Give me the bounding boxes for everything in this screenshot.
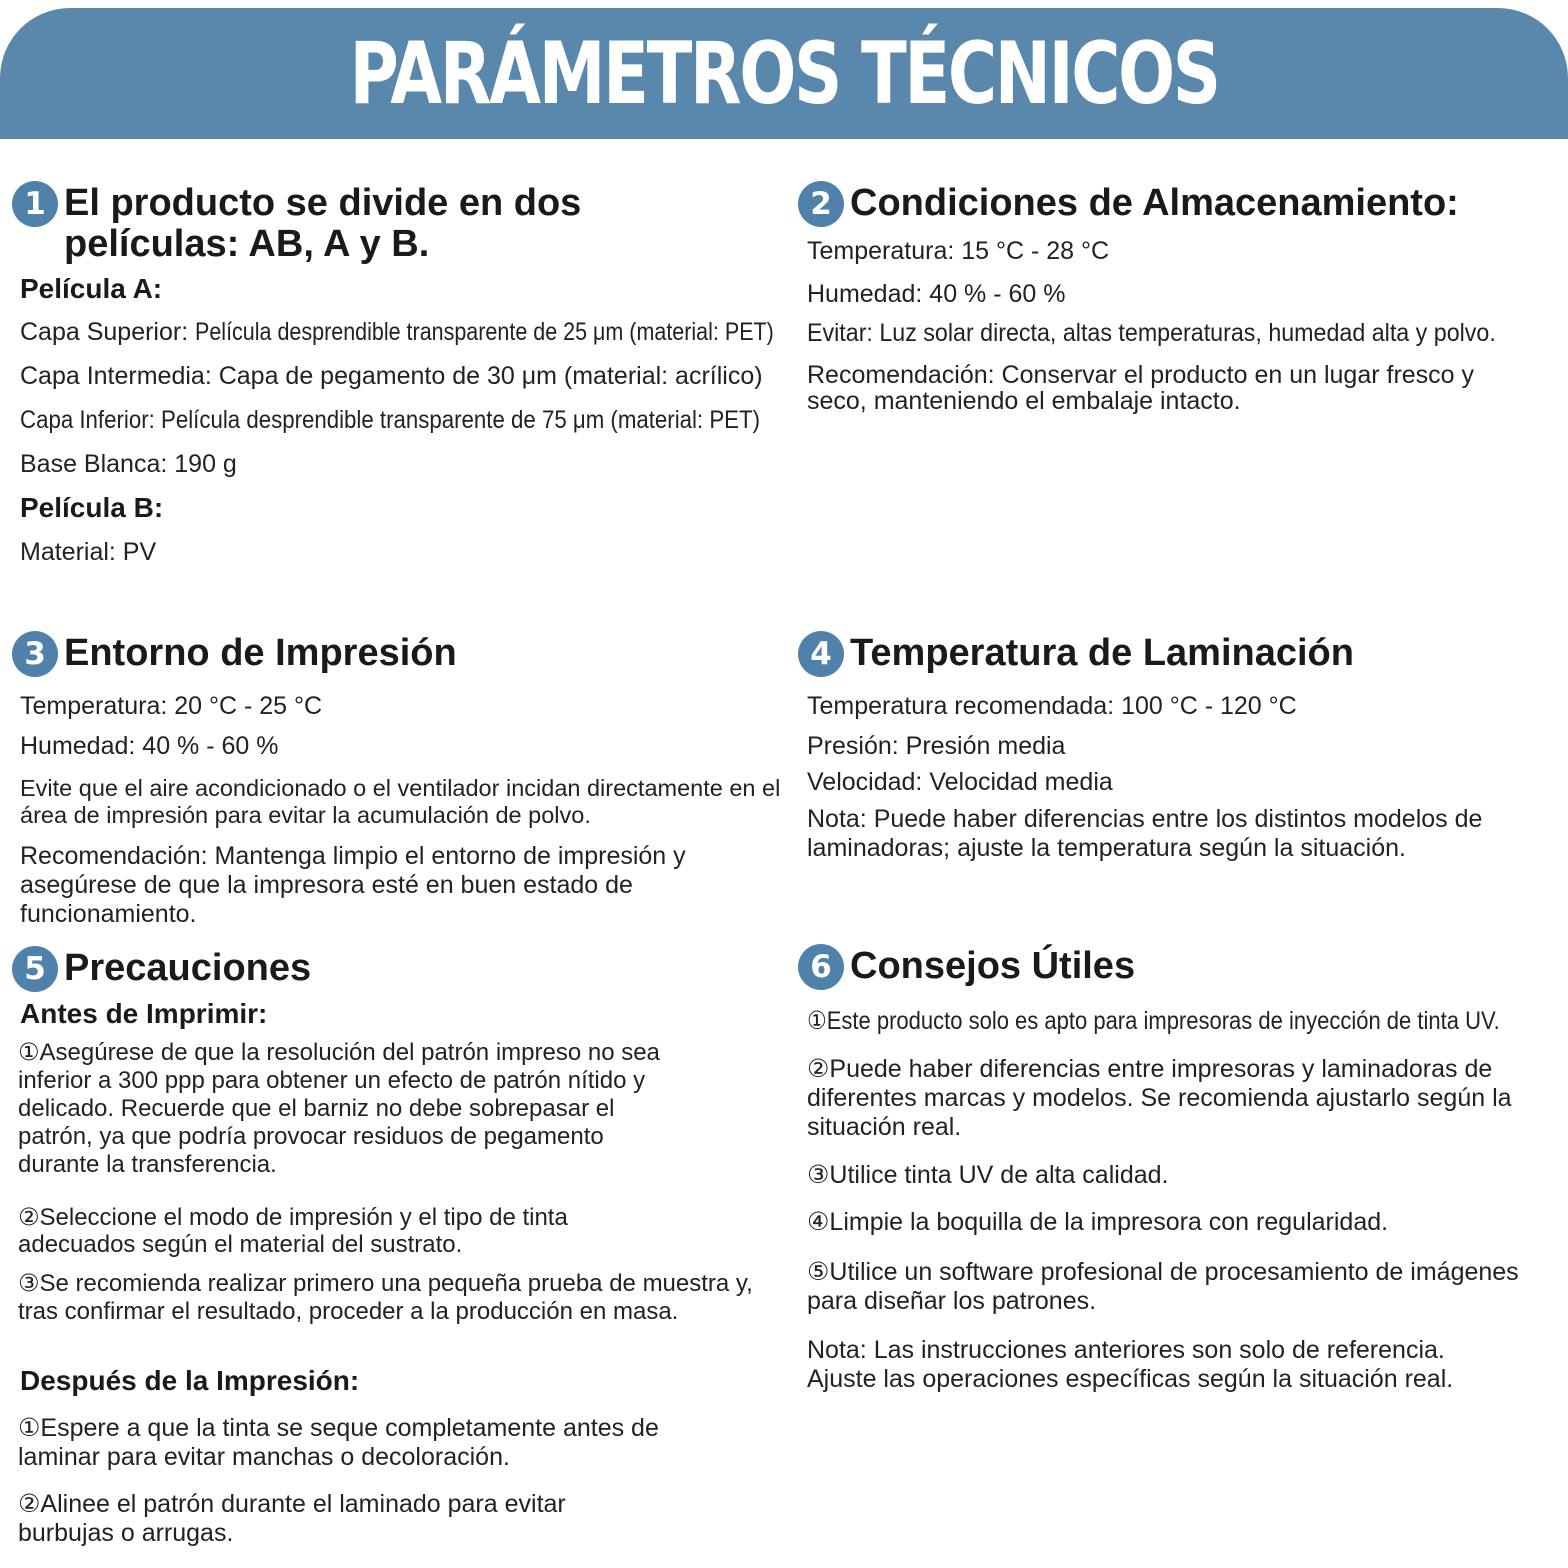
section-number-badge: 2 (798, 181, 844, 227)
title-banner (0, 8, 1568, 139)
bottom-layer-line: Capa Inferior: Película desprendible transparente de 75 μm (material: PET) (20, 406, 761, 434)
tip-1: ①Este producto solo es apto para impresoras de inyección de tinta UV. (807, 1007, 1500, 1035)
print-avoid: Evite que el aire acondicionado o el ventilador incidan directamente en el área de impresión para evitar la acumulación de polvo. (20, 775, 781, 828)
section-number-badge: 6 (798, 944, 844, 990)
material-line: Material: PV (20, 538, 157, 566)
lamination-temperature: Temperatura recomendada: 100 °C - 120 °C (807, 692, 1297, 720)
before-printing-item-1: ①Asegúrese de que la resolución del patrón impreso no sea inferior a 300 ppp para obtener un efecto de patrón nítido y delicado. Recuerde que el barniz no debe sobrepasar el patrón, ya que podría provocar residuos de pegamento durante la transferencia. (18, 1039, 660, 1178)
storage-recommendation: Recomendación: Conservar el producto en un lugar fresco y seco, manteniendo el embalaje intacto. (807, 361, 1475, 415)
section-5-header (12, 948, 772, 992)
section-number-badge: 3 (12, 631, 58, 677)
section-1-title: El producto se divide en dos películas: AB, A y B. (64, 182, 582, 265)
storage-avoid: Evitar: Luz solar directa, altas temperaturas, humedad alta y polvo. (807, 319, 1496, 347)
after-printing-label: Después de la Impresión: (20, 1365, 360, 1396)
white-base-line: Base Blanca: 190 g (20, 450, 237, 478)
section-number-badge: 4 (798, 631, 844, 677)
section-3-title: Entorno de Impresión (64, 632, 457, 674)
storage-humidity: Humedad: 40 % - 60 % (807, 280, 1066, 308)
film-a-label: Película A: (20, 273, 163, 304)
after-printing-item-2: ②Alinee el patrón durante el laminado para evitar burbujas o arrugas. (18, 1490, 566, 1547)
section-4-header (798, 633, 1558, 677)
section-number-badge: 1 (12, 181, 58, 227)
print-recommendation: Recomendación: Mantenga limpio el entorno de impresión y asegúrese de que la impresora esté en buen estado de funcionamiento. (20, 842, 686, 928)
middle-layer-line: Capa Intermedia: Capa de pegamento de 30 μm (material: acrílico) (20, 362, 763, 390)
section-6-title: Consejos Útiles (850, 945, 1136, 987)
before-printing-item-2: ②Seleccione el modo de impresión y el tipo de tinta adecuados según el material del sustrato. (18, 1204, 568, 1258)
tip-5: ⑤Utilice un software profesional de procesamiento de imágenes para diseñar los patrones. (807, 1258, 1519, 1315)
top-layer-line (20, 318, 868, 346)
lamination-speed: Velocidad: Velocidad media (807, 768, 1113, 796)
after-printing-item-1: ①Espere a que la tinta se seque completamente antes de laminar para evitar manchas o decoloración. (18, 1414, 659, 1471)
print-humidity: Humedad: 40 % - 60 % (20, 732, 279, 760)
section-2-header (798, 183, 1558, 227)
before-printing-label: Antes de Imprimir: (20, 998, 268, 1029)
print-temperature: Temperatura: 20 °C - 25 °C (20, 692, 323, 720)
top-layer-label: Capa Superior: (20, 318, 196, 346)
section-5-title: Precauciones (64, 947, 312, 989)
page-title: PARÁMETROS TÉCNICOS (349, 23, 1219, 124)
section-4-title: Temperatura de Laminación (850, 632, 1354, 674)
section-2-title: Condiciones de Almacenamiento: (850, 182, 1459, 224)
lamination-note: Nota: Puede haber diferencias entre los distintos modelos de laminadoras; ajuste la temperatura según la situación. (807, 805, 1483, 862)
section-number-badge: 5 (12, 946, 58, 992)
lamination-pressure: Presión: Presión media (807, 732, 1066, 760)
tip-4: ④Limpie la boquilla de la impresora con regularidad. (807, 1208, 1389, 1236)
tips-note: Nota: Las instrucciones anteriores son solo de referencia. Ajuste las operaciones específicas según la situación real. (807, 1336, 1454, 1393)
film-b-label: Película B: (20, 492, 164, 523)
tip-2: ②Puede haber diferencias entre impresoras y laminadoras de diferentes marcas y modelos. Se recomienda ajustarlo según la situación real. (807, 1055, 1512, 1141)
section-3-header (12, 633, 772, 677)
tip-3: ③Utilice tinta UV de alta calidad. (807, 1161, 1169, 1189)
top-layer-text: Película desprendible transparente de 25 μm (material: PET) (195, 318, 774, 346)
section-1-header (12, 183, 692, 265)
storage-temperature: Temperatura: 15 °C - 28 °C (807, 237, 1110, 265)
section-6-header (798, 946, 1558, 990)
before-printing-item-3: ③Se recomienda realizar primero una pequeña prueba de muestra y, tras confirmar el resultado, proceder a la producción en masa. (18, 1270, 753, 1325)
